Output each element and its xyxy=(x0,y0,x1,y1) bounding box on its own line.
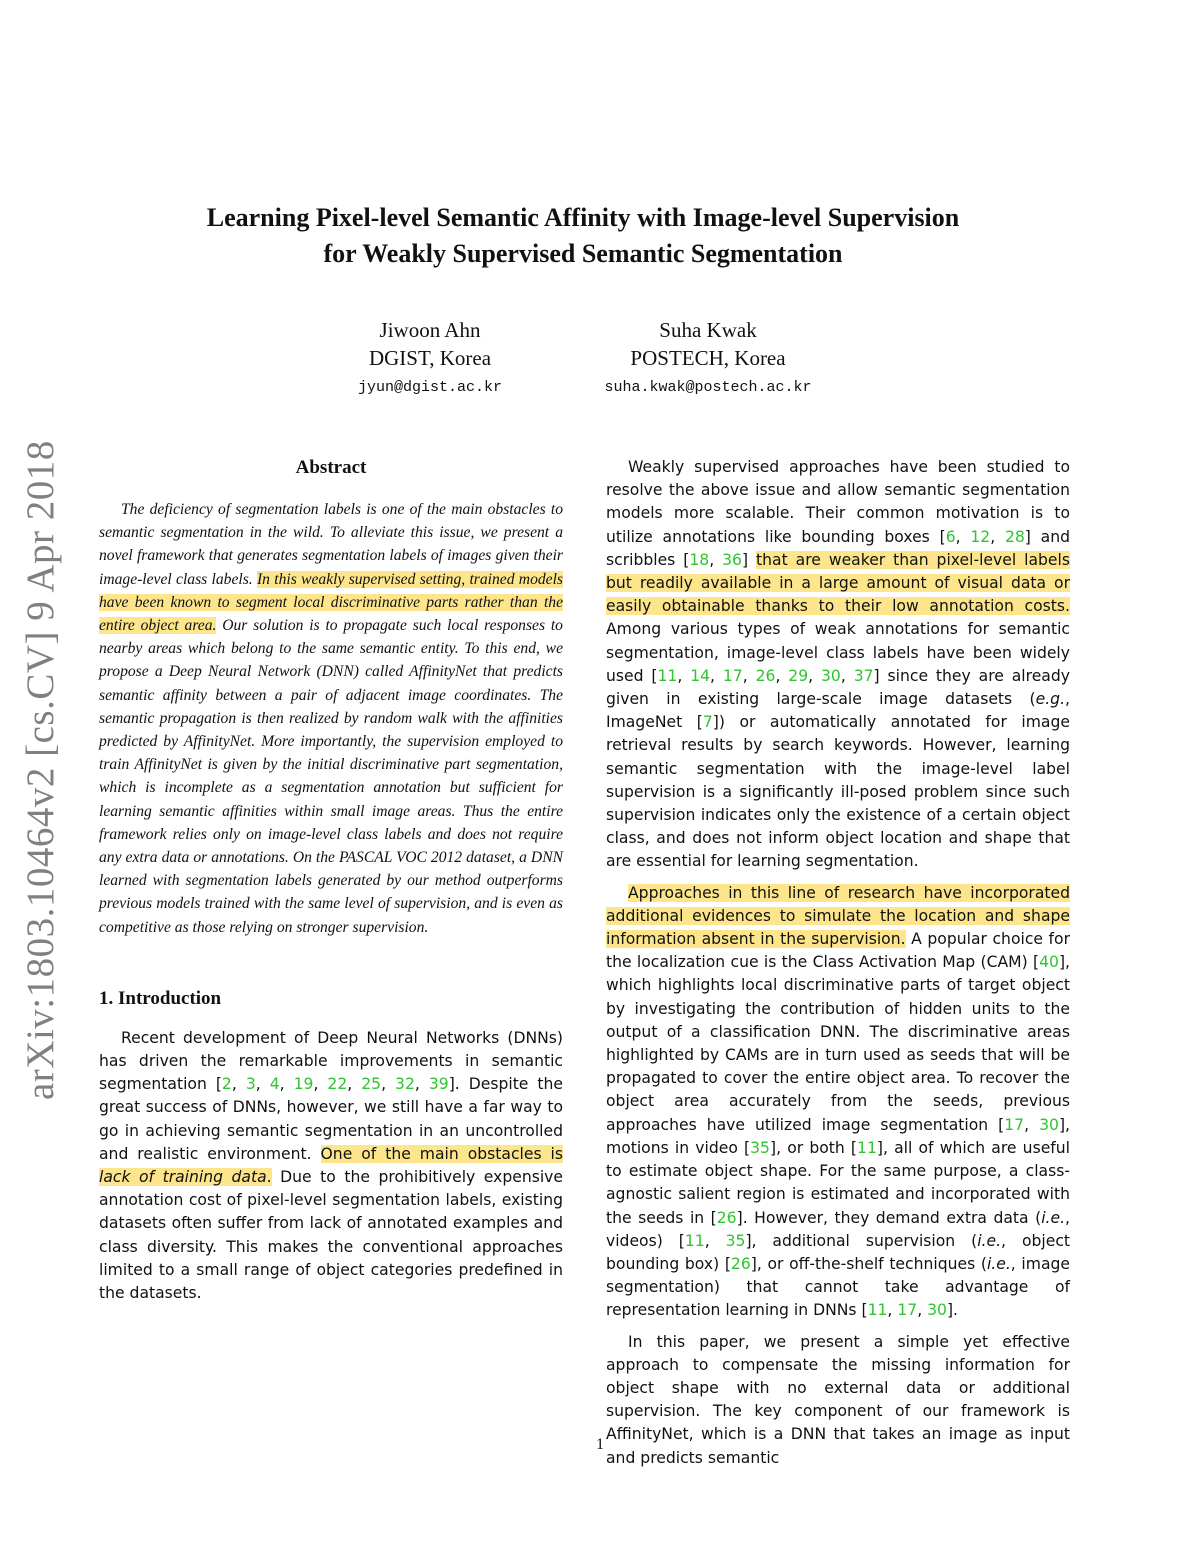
page-number: 1 xyxy=(596,1436,604,1453)
abstract-sentence: Our solution is to propagate such local responses to nearby areas which belong to the same semantic entity. To this end, we propose a Deep Neural Network (DNN) called AffinityNet that predicts semantic affinity between a pair of adjacent image coordinates. The semantic propagation is then realized by random walk with the affinities predicted by AffinityNet. More importantly, the supervision employed to train AffinityNet is given by the initial discriminative part segmentation, which is incomplete as a segmentation annotation but sufficient for learning semantic affinities within small image areas. Thus the entire framework relies only on image-level class labels and does not require any extra data or annotations. On the PASCAL VOC 2012 dataset, a DNN learned with segmentation labels generated by our method outperforms previous models trained with the same level of supervision, and is even as competitive as those relying on stronger supervision. xyxy=(99,617,563,936)
text-run: ], which highlights local discriminative parts of target object by investigating the contribution of hidden units to the output of a classification DNN. The discriminative areas highlighted by CAMs are in turn used as seeds that will be propagated to cover the entire object area. To recover the object area accurately from the seeds, previous approaches have utilized image segmentation [ xyxy=(606,953,1070,1134)
right-paragraph-3: In this paper, we present a simple yet effective approach to compensate the missing information for object shape with no external data or additional supervision. The key component of our framework is AffinityNet, which is a DNN that takes an image as input and predicts semantic xyxy=(606,1332,1070,1467)
paper-title xyxy=(100,200,1066,272)
author-block-2 xyxy=(548,316,868,398)
title-line-1: Learning Pixel-level Semantic Affinity with Image-level Supervision xyxy=(206,203,960,232)
intro-paragraph-1: Recent development of Deep Neural Networks (DNNs) has driven the remarkable improvements in semantic segmentation [2, 3, 4, 19, 22, 25, 32, 39]. Despite the great success of DNNs, however, we still have a far way to go in achieving semantic segmentation in an uncontrolled and realistic environment. One of the main obstacles is lack of training data. Due to the prohibitively expensive annotation cost of pixel-level segmentation labels, existing datasets often suffer from lack of annotated examples and class diversity. This makes the conventional approaches limited to a small range of object categories predefined in the datasets. xyxy=(99,1028,563,1303)
right-paragraph-1: Weakly supervised approaches have been studied to resolve the above issue and allow semantic segmentation models more scalable. Their common motivation is to utilize annotations like bounding boxes [6, 12, 28] and scribbles [18, 36] that are weaker than pixel-level labels but readily available in a large amount of visual data or easily obtainable thanks to their low annotation costs. Among various types of weak annotations for semantic segmentation, image-level class labels have been widely used [11, 14, 17, 26, 29, 30, 37] since they are already given in existing large-scale image datasets (e.g., ImageNet [7]) or automatically annotated for image retrieval results by search keywords. However, learning semantic segmentation with the image-level label supervision is a significantly ill-posed problem since such supervision indicates only the existence of a certain object class, and does not inform object location and shape that are essential for learning segmentation. xyxy=(606,458,1071,871)
text-run: ] xyxy=(741,550,749,569)
citation-link[interactable]: 25 xyxy=(361,1075,382,1094)
text-run: ] since they are already given in existing large-scale image datasets ( xyxy=(606,666,1070,709)
citation-link[interactable]: 19 xyxy=(293,1075,314,1094)
citation-link[interactable]: 29 xyxy=(788,666,809,685)
citation-link[interactable]: 26 xyxy=(716,1208,737,1227)
citation-link[interactable]: 4 xyxy=(269,1075,280,1094)
text-run: . xyxy=(266,1168,272,1187)
citation-link[interactable]: 17 xyxy=(722,666,743,685)
citation-link[interactable]: 37 xyxy=(853,666,874,685)
citation-link[interactable]: 11 xyxy=(657,666,678,685)
citation-link[interactable]: 11 xyxy=(684,1231,705,1250)
citation-link[interactable]: 35 xyxy=(725,1231,746,1250)
citation-link[interactable]: 35 xyxy=(750,1138,770,1157)
text-run: ], additional supervision ( xyxy=(745,1231,978,1250)
text-run: ] and scribbles [ xyxy=(606,527,1071,569)
text-run: ], all of which are useful to estimate object shape. For the same purpose, a class-agnostic salient region is estimated and incorporated with the seeds in [ xyxy=(606,1138,1070,1227)
text-run: ], or off-the-shelf techniques ( xyxy=(750,1254,987,1273)
citation-link[interactable]: 11 xyxy=(867,1301,888,1320)
highlighted-text: In this weakly supervised setting, trained models have been known to segment local discriminative parts rather than the entire object area. xyxy=(99,570,563,635)
text-run: ]) or automatically annotated for image retrieval results by search keywords. However, learning semantic segmentation with the image-level label supervision is a significantly ill-posed problem since such supervision indicates only the existence of a certain object class, and does not inform object location and shape that are essential for learning segmentation. xyxy=(606,713,1070,871)
citation-link[interactable]: 26 xyxy=(755,666,776,685)
section-heading-introduction: 1. Introduction xyxy=(99,987,222,1009)
citation-link[interactable]: 11 xyxy=(857,1138,877,1157)
emphasis-text: lack of training data xyxy=(99,1168,267,1187)
title-line-2: for Weakly Supervised Semantic Segmentation xyxy=(323,239,843,268)
text-run: , videos) [ xyxy=(606,1208,1070,1250)
text-run: One of the main obstacles is xyxy=(320,1144,563,1163)
text-run: Recent development of Deep Neural Networks (DNNs) has driven the remarkable improvements in semantic segmentation [ xyxy=(99,1028,563,1094)
citation-link[interactable]: 36 xyxy=(722,550,742,569)
author-email[interactable]: jyun@dgist.ac.kr xyxy=(357,379,503,396)
author-block-1 xyxy=(270,316,590,398)
citation-link[interactable]: 22 xyxy=(327,1075,348,1094)
text-run: , object bounding box) [ xyxy=(606,1231,1071,1273)
emphasis-text: i.e. xyxy=(986,1254,1011,1273)
citation-link[interactable]: 6 xyxy=(945,527,956,546)
emphasis-text: i.e. xyxy=(977,1231,1002,1250)
right-paragraph-2: Approaches in this line of research have incorporated additional evidences to simulate the location and shape information absent in the supervision. A popular choice for the localization cue is the Class Activation Map (CAM) [40], which highlights local discriminative parts of target object by investigating the contribution of hidden units to the output of a classification DNN. The discriminative areas highlighted by CAMs are in turn used as seeds that will be propagated to cover the entire object area. To recover the object area accurately from the seeds, previous approaches have utilized image segmentation [17, 30], motions in video [35], or both [11], all of which are useful to estimate object shape. For the same purpose, a class-agnostic salient region is estimated and incorporated with the seeds in [26]. However, they demand extra data (i.e., videos) [11, 35], additional supervision (i.e., object bounding box) [26], or off-the-shelf techniques (i.e., image segmentation) that cannot take advantage of representation learning in DNNs [11, 17, 30]. xyxy=(606,883,1071,1320)
author-name: Jiwoon Ahn xyxy=(379,318,481,342)
text-run: , ImageNet [ xyxy=(606,690,1070,732)
citation-link[interactable]: 17 xyxy=(897,1301,918,1320)
author-name: Suha Kwak xyxy=(659,318,757,342)
text-run: Among various types of weak annotations for semantic segmentation, image-level class labels have been widely used [ xyxy=(606,620,1070,685)
citation-link[interactable]: 2 xyxy=(221,1075,232,1094)
citation-link[interactable]: 40 xyxy=(1039,953,1059,972)
text-run: ], or both [ xyxy=(769,1138,858,1157)
citation-link[interactable]: 39 xyxy=(428,1075,449,1094)
citation-link[interactable]: 18 xyxy=(689,550,710,569)
author-affiliation: POSTECH, Korea xyxy=(630,346,786,370)
emphasis-text: e.g. xyxy=(1035,690,1066,709)
author-email[interactable]: suha.kwak@postech.ac.kr xyxy=(604,379,812,396)
citation-link[interactable]: 14 xyxy=(690,666,711,685)
text-run: , image segmentation) that cannot take advantage of representation learning in DNNs [ xyxy=(606,1254,1070,1320)
highlighted-text: Approaches in this line of research have incorporated additional evidences to simulate the location and shape information absent in the supervision. xyxy=(606,883,1070,949)
citation-link[interactable]: 17 xyxy=(1004,1115,1025,1134)
citation-link[interactable]: 28 xyxy=(1004,527,1025,546)
author-affiliation: DGIST, Korea xyxy=(368,346,492,370)
citation-link[interactable]: 26 xyxy=(730,1254,751,1273)
text-run: ]. However, they demand extra data ( xyxy=(736,1208,1042,1227)
citation-link[interactable]: 12 xyxy=(970,527,991,546)
abstract-text xyxy=(99,498,563,939)
citation-link[interactable]: 32 xyxy=(395,1075,415,1094)
highlighted-text: that are weaker than pixel-level labels but readily available in a large amount of visual data or easily obtainable thanks to their low annotation costs. xyxy=(606,550,1070,616)
text-run: A popular choice for the localization cue is the Class Activation Map (CAM) [ xyxy=(606,930,1070,972)
citation-link[interactable]: 30 xyxy=(821,666,841,685)
text-run: ], motions in video [ xyxy=(606,1115,1070,1157)
text-run: ]. Despite the great success of DNNs, however, we still have a far way to go in achieving semantic segmentation in an uncontrolled and realistic environment. xyxy=(99,1075,563,1163)
arxiv-stamp: arXiv:1803.10464v2 [cs.CV] 9 Apr 2018 xyxy=(19,440,62,1100)
citation-link[interactable]: 3 xyxy=(245,1075,256,1094)
abstract-sentence: The deficiency of segmentation labels is one of the main obstacles to semantic segmentation in the wild. To alleviate this issue, we present a novel framework that generates segmentation labels of images given their image-level class labels. xyxy=(99,501,563,588)
text-run: ]. xyxy=(946,1301,958,1320)
abstract-heading: Abstract xyxy=(295,457,367,478)
citation-link[interactable]: 7 xyxy=(702,713,713,732)
text-run: Weakly supervised approaches have been studied to resolve the above issue and allow semantic segmentation models more scalable. Their common motivation is to utilize annotations like bounding boxes [ xyxy=(606,458,1070,546)
citation-link[interactable]: 30 xyxy=(1039,1115,1059,1134)
citation-link[interactable]: 30 xyxy=(927,1301,947,1320)
right-column xyxy=(606,456,1070,1470)
text-run: Due to the prohibitively expensive annotation cost of pixel-level segmentation labels, existing datasets often suffer from lack of annotated examples and class diversity. This makes the conventional approaches limited to a small range of object categories predefined in the datasets. xyxy=(99,1168,563,1303)
left-column xyxy=(99,456,563,1305)
emphasis-text: i.e. xyxy=(1041,1208,1066,1227)
